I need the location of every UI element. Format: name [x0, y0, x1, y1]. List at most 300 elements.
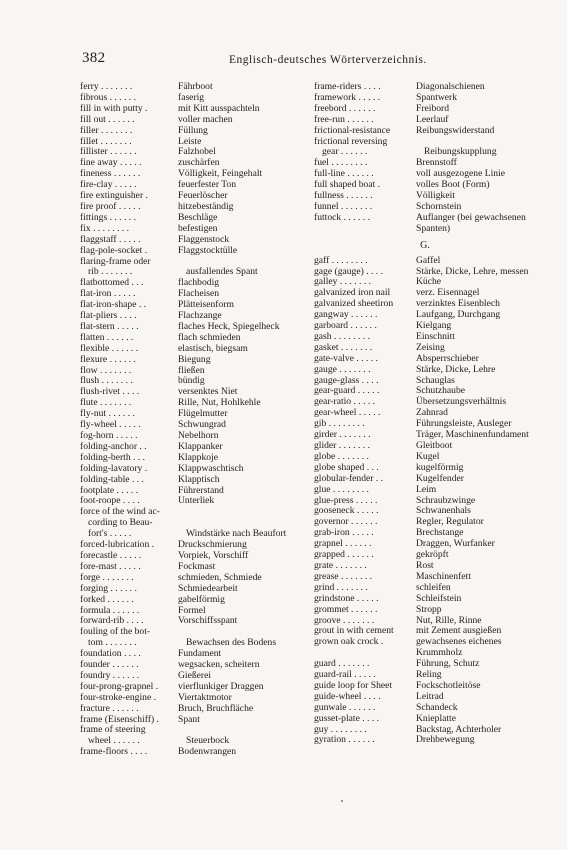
entry-term-text: grapped [314, 550, 345, 561]
entry-term [314, 310, 414, 321]
entry-term-text: gyration [314, 735, 346, 746]
entry-translation: voll ausgezogene Linie [416, 168, 505, 180]
entry-leader-dots: . . . . . . [108, 583, 137, 594]
entry-leader-dots: . . . . [127, 747, 148, 758]
entry-term [80, 224, 176, 235]
dictionary-entry [80, 126, 303, 137]
entry-leader-dots: . . . . . [112, 180, 137, 191]
entry-leader-dots: . . . . . [355, 386, 380, 397]
entry-term [314, 180, 414, 191]
entry-leader-dots: . . [136, 300, 147, 311]
entry-term [80, 366, 176, 377]
entry-term-text: fracture [80, 703, 110, 714]
entry-term-text: galvanized iron nail [314, 288, 391, 299]
entry-term [80, 409, 176, 420]
entry-term-text: grindstone [314, 593, 355, 604]
entry-translation: Gaffel [416, 254, 441, 266]
entry-leader-dots: . . . . . [353, 495, 378, 506]
dictionary-entry [80, 464, 303, 475]
entry-term-text: gaff [314, 255, 330, 266]
entry-term [80, 747, 176, 758]
entry-translation: Absperrschieber [416, 352, 479, 364]
entry-translation: Zeising [416, 341, 445, 353]
entry-leader-dots: . . . [129, 278, 144, 289]
entry-term-text: flat-pliers [80, 311, 118, 322]
entry-term-text: flaring-frame oder [80, 256, 151, 267]
entry-translation: Gleitboot [416, 440, 453, 451]
entry-translation: Zahnrad [416, 407, 448, 419]
entry-leader-dots: . . . . . . . [335, 451, 369, 462]
entry-translation: Schauglas [416, 374, 455, 386]
entry-term-text: full shaped boat [314, 180, 376, 191]
entry-leader-dots: . . . . . . [346, 702, 376, 713]
dictionary-entry [314, 126, 536, 137]
entry-leader-dots: . . . . . . [344, 169, 374, 180]
entry-leader-dots: . . . . . . . [333, 560, 367, 571]
entry-translation: Diagonalschienen [416, 81, 485, 92]
entry-translation: befestigen [178, 222, 218, 234]
entry-translation: Küche [416, 276, 442, 288]
entry-translation: Schwanenhals [416, 505, 471, 517]
entry-leader-dots: . . . . [359, 375, 379, 386]
entry-translation: Träger, Maschinenfundament [416, 429, 529, 441]
entry-term [314, 539, 414, 550]
entry-term [314, 321, 414, 332]
entry-translation: Klappkoje [178, 451, 218, 463]
entry-translation: Leerlauf [416, 113, 449, 125]
entry-term-text: forked [80, 594, 106, 605]
entry-term-text: gusset-plate [314, 713, 360, 724]
entry-translation: bündig [178, 375, 205, 387]
dictionary-entry [314, 714, 536, 725]
entry-term-text: forging [80, 583, 109, 594]
entry-term [314, 299, 414, 310]
entry-term [80, 725, 176, 736]
entry-term [314, 147, 422, 158]
entry-leader-dots: . . . . . [111, 289, 136, 300]
entry-translation: Schandeck [416, 701, 458, 713]
entry-translation: Kugel [416, 450, 440, 462]
entry-term-text: gear-wheel [314, 408, 357, 419]
entry-translation: Auflanger (bei gewachsenen Spanten) [416, 211, 526, 234]
entry-term-text: flatten [80, 332, 105, 343]
entry-translation: versenktes Niet [178, 386, 238, 398]
entry-term [314, 267, 414, 278]
entry-translation: Klappwaschtisch [178, 462, 244, 474]
dictionary-entry [80, 475, 303, 486]
entry-term-text: fibrous [80, 92, 108, 103]
entry-term-text: frame (Eisenschiff) [80, 714, 155, 725]
entry-leader-dots: . . [137, 441, 147, 452]
entry-term-text: wheel [88, 736, 111, 747]
entry-term-text: grommet [314, 604, 349, 615]
entry-term-text: futtock [314, 212, 342, 223]
entry-term [314, 659, 414, 670]
entry-term-text: frictional reversing [314, 136, 388, 147]
entry-translation: Spant [178, 713, 200, 725]
entry-term [80, 682, 176, 693]
entry-term-text: forecastle [80, 550, 118, 561]
entry-translation: hitzebeständig [178, 200, 234, 212]
entry-term [314, 354, 414, 365]
entry-term [314, 332, 414, 343]
entry-translation: flach schmieden [178, 331, 241, 343]
entry-term-text: gash [314, 331, 332, 342]
entry-leader-dots: . . . . . . [107, 92, 136, 103]
entry-term-text: fog-horn [80, 431, 114, 441]
entry-term-text: fine away [80, 158, 118, 169]
entry-term-text: four-stroke-engine [80, 692, 152, 703]
entry-term [80, 267, 184, 278]
entry-term [80, 333, 176, 344]
entry-term [314, 104, 414, 115]
entry-leader-dots: . . . . . . [107, 147, 137, 158]
entry-leader-dots: . . . . . . . . [90, 223, 130, 234]
entry-term [314, 408, 414, 419]
entry-translation: Windstärke nach Beaufort [186, 528, 287, 540]
entry-leader-dots: . . . . . . . [98, 136, 132, 147]
entry-leader-dots: . . . . . . [110, 736, 140, 747]
entry-term [314, 191, 414, 202]
entry-leader-dots: . . . . . . [342, 539, 372, 550]
section-letter-g: G. [420, 239, 430, 251]
entry-translation: Schmiedearbeit [178, 582, 238, 594]
entry-term [314, 528, 414, 539]
entry-translation: Vorschiffsspant [178, 615, 238, 627]
dictionary-entry [80, 616, 303, 627]
entry-term [314, 735, 414, 746]
entry-term-text: filler [80, 125, 99, 136]
entry-term [314, 365, 414, 376]
entry-leader-dots: . . . . . [116, 561, 141, 572]
entry-translation: Füllung [178, 124, 208, 136]
entry-term-text: garboard [314, 321, 349, 332]
entry-term [80, 213, 176, 224]
dictionary-entry [80, 747, 303, 758]
entry-leader-dots: . . . . . . . [336, 441, 370, 451]
entry-translation: Nut, Rille, Rinne [416, 614, 482, 626]
entry-term [314, 605, 414, 616]
entry-leader-dots: . . . . [359, 713, 380, 724]
right-column [314, 82, 536, 746]
entry-leader-dots: . . . . [124, 616, 144, 627]
entry-translation: Schraubzwinge [416, 494, 476, 506]
entry-translation: Kugelfender [416, 472, 464, 484]
entry-leader-dots: . . . . . . . [100, 572, 134, 583]
entry-leader-dots: . . . . . . . [98, 82, 133, 92]
entry-translation: Fundament [178, 648, 222, 660]
entry-translation: Rille, Nut, Hohlkehle [178, 397, 261, 409]
running-head: Englisch-deutsches Wörterverzeichnis. [229, 54, 427, 66]
entry-translation: Brennstoff [416, 157, 457, 169]
entry-translation: Klapptisch [178, 473, 220, 485]
entry-term-text: flag-pole-socket [80, 245, 143, 256]
entry-translation: Biegung [178, 353, 211, 365]
entry-term-text: gasket [314, 342, 339, 353]
entry-translation: gabelförmig [178, 593, 225, 605]
entry-leader-dots: . . . . . . [345, 735, 375, 746]
entry-term [80, 431, 176, 442]
entry-term-text: grate [314, 560, 334, 571]
entry-term-text: formula [80, 605, 111, 616]
entry-translation: Plätteisenform [178, 299, 234, 311]
entry-leader-dots: . . . . [119, 387, 140, 398]
entry-term [314, 463, 414, 474]
dictionary-entry [314, 365, 536, 376]
entry-term-text: cording to Beau- [88, 518, 153, 529]
entry-term [80, 202, 176, 213]
entry-term [80, 595, 176, 606]
entry-term [314, 386, 414, 397]
entry-term-text: glider [314, 441, 337, 451]
entry-term-text: girder [314, 430, 337, 441]
entry-term-text: guard [314, 659, 336, 670]
entry-term-text: founder [80, 660, 110, 671]
dictionary-entry [314, 485, 536, 496]
entry-term [80, 387, 176, 398]
entry-term [314, 670, 414, 681]
entry-term [80, 115, 176, 126]
entry-leader-dots: . . . . . . . [102, 638, 137, 649]
entry-term-text: groove [314, 615, 341, 626]
entry-term [314, 594, 414, 605]
entry-term [314, 692, 414, 703]
entry-term-text: fineness [80, 169, 112, 180]
entry-leader-dots: . . . . . . [109, 343, 139, 354]
entry-term-text: fillet [80, 136, 99, 147]
entry-translation: schleifen [416, 581, 451, 593]
entry-term-text: frame-floors [80, 747, 128, 758]
dictionary-entry [80, 704, 303, 715]
entry-translation: Bruch, Bruchfläche [178, 702, 254, 714]
entry-term-text: fire extinguisher [80, 191, 144, 202]
entry-leader-dots: . [143, 191, 148, 202]
entry-term [80, 671, 176, 682]
entry-term-text: globe [314, 451, 336, 462]
entry-leader-dots: . . . . . . . [97, 398, 132, 409]
entry-term [314, 681, 414, 692]
entry-term-text: folding-anchor [80, 441, 138, 452]
entry-translation: Schleifstein [416, 592, 462, 604]
entry-term-text: fullness [314, 191, 344, 202]
entry-leader-dots: . . . . [363, 266, 383, 277]
entry-leader-dots: . . . . . . . [97, 365, 132, 376]
entry-term [80, 300, 176, 311]
entry-term-text: flute [80, 398, 98, 409]
entry-leader-dots: . . . . . [116, 234, 141, 245]
entry-term-text: tom [88, 638, 103, 649]
entry-term [314, 277, 414, 288]
entry-term-text: gauge-glass [314, 375, 360, 386]
entry-translation: Rost [416, 559, 434, 571]
entry-translation: ausfallendes Spant [186, 266, 258, 278]
entry-translation: fließen [178, 364, 205, 376]
entry-term [314, 725, 414, 736]
entry-translation: Knieplatte [416, 712, 456, 724]
entry-translation: Völligkeit, Feingehalt [178, 168, 263, 180]
entry-term [80, 715, 176, 726]
entry-term-text: flat-iron [80, 289, 112, 300]
entry-translation: Unterliek [178, 495, 215, 507]
entry-term [314, 419, 414, 430]
entry-term [80, 257, 176, 268]
entry-term [80, 693, 176, 704]
entry-term [80, 704, 176, 715]
entry-term-text: frictional-resistance [314, 125, 391, 136]
entry-leader-dots: . . . . . . . . [331, 331, 370, 342]
dictionary-entry [80, 507, 303, 518]
entry-term-text: frame of steering [80, 725, 146, 736]
entry-term [80, 137, 176, 148]
entry-term [80, 344, 176, 355]
entry-term [314, 496, 414, 507]
entry-term-text: folding-berth [80, 452, 131, 463]
entry-translation: Freibord [416, 102, 450, 114]
entry-leader-dots: . . . . . . [338, 147, 368, 158]
entry-translation: Drehbewegung [416, 734, 475, 746]
entry-term [80, 376, 176, 387]
entry-term-text: freebord [314, 103, 347, 114]
entry-leader-dots: . . . [129, 474, 144, 485]
entry-term [80, 355, 176, 366]
dictionary-entry [314, 605, 536, 616]
entry-translation: gekröpft [416, 549, 449, 561]
entry-term [314, 82, 414, 93]
dictionary-entry [80, 584, 303, 595]
entry-leader-dots: . . . . . . [107, 212, 136, 223]
entry-term [80, 496, 176, 507]
entry-term-text: grab-iron [314, 528, 350, 539]
entry-translation: Bewachsen des Bodens [186, 637, 277, 649]
entry-translation: Schwungrad [178, 419, 226, 431]
entry-term-text: funnel [314, 201, 339, 212]
entry-term-text: flat-stern [80, 321, 115, 332]
entry-leader-dots: . [142, 245, 148, 256]
entry-leader-dots: . . . . . . [343, 191, 373, 202]
entry-translation: wegsacken, scheitern [178, 659, 260, 671]
entry-leader-dots: . . . . . . [110, 605, 140, 616]
entry-translation: Maschinenfett [416, 570, 471, 582]
entry-translation: Stärke, Dicke, Lehre, messen [416, 265, 529, 277]
entry-term [314, 583, 414, 594]
entry-leader-dots: . . . . . [117, 550, 142, 561]
dictionary-entry [80, 355, 303, 366]
entry-term [314, 343, 414, 354]
entry-term [314, 626, 414, 637]
entry-term-text: fuel [314, 158, 329, 169]
entry-term [314, 637, 414, 648]
entry-leader-dots: . . . . . . [109, 660, 139, 671]
entry-term-text: foundry [80, 670, 111, 681]
entry-term-text: forward-rib [80, 616, 125, 627]
entry-term [80, 616, 176, 627]
entry-term-text: gear [322, 147, 339, 158]
entry-leader-dots: . [153, 681, 159, 692]
entry-leader-dots: . . . [364, 462, 379, 473]
entry-translation: feuerfester Ton [178, 179, 237, 191]
entry-term [80, 311, 176, 322]
entry-translation: Völligkeit [416, 190, 455, 202]
entry-term-text: fly-wheel [80, 420, 117, 431]
entry-translation: Fockschotleitöse [416, 679, 481, 691]
entry-term-text: guide-wheel [314, 691, 362, 702]
entry-translation: Klappanker [178, 440, 223, 452]
entry-translation: Reibungskupplung [424, 146, 497, 158]
entry-leader-dots: . . . . . . . [336, 430, 371, 441]
entry-leader-dots: . . . . . . [348, 517, 378, 528]
entry-leader-dots: . [142, 103, 148, 114]
entry-leader-dots: . [149, 540, 155, 551]
entry-term-text: flush-rivet [80, 387, 120, 398]
entry-term [80, 453, 176, 464]
entry-translation: Kielgang [416, 320, 452, 332]
entry-leader-dots: . . . . . . [104, 332, 134, 343]
entry-term [80, 475, 176, 486]
entry-leader-dots: . . . [130, 452, 146, 463]
entry-translation: gewachsenes eichenes Krummholz [416, 636, 502, 659]
entry-term [314, 288, 414, 299]
entry-term [80, 529, 184, 540]
entry-translation: Leiste [178, 135, 202, 147]
entry-leader-dots: . . . . . [356, 92, 381, 103]
entry-term-text: flatbottomed [80, 278, 130, 289]
entry-term-text: gunwale [314, 702, 347, 713]
entry-term [80, 507, 176, 518]
entry-leader-dots: . . . . . . . [98, 125, 133, 136]
entry-term-text: gib [314, 419, 327, 430]
entry-term-text: guard-rail [314, 670, 352, 681]
entry-term-text: guide loop for Sheet [314, 680, 393, 691]
entry-translation: faserig [178, 91, 205, 103]
entry-term-text: free-run [314, 114, 345, 125]
entry-term-text: gear-ratio [314, 397, 352, 408]
entry-translation: Flügelmutter [178, 408, 228, 420]
entry-term [80, 180, 176, 191]
entry-leader-dots: . . . . . . [109, 703, 139, 714]
entry-term-text: fill out [80, 114, 106, 125]
entry-term [314, 202, 414, 213]
entry-term-text: fort's [88, 529, 108, 540]
entry-leader-dots: . . . . . . . [99, 376, 133, 387]
entry-term-text: grout in with cement [314, 626, 394, 637]
entry-leader-dots: . . . . . [353, 353, 378, 364]
entry-leader-dots: . . . . . [351, 397, 376, 408]
entry-leader-dots: . . . . . . [107, 354, 136, 365]
entry-leader-dots: . . . . [361, 82, 381, 92]
entry-translation: Feuerlöscher [178, 190, 228, 202]
entry-translation: Spantwerk [416, 91, 458, 103]
entry-term-text: framework [314, 92, 357, 103]
entry-term [314, 126, 414, 137]
entry-term-text: folding-table [80, 474, 130, 485]
entry-term-text: gear-guard [314, 386, 356, 397]
entry-term-text: folding-lavatory [80, 463, 143, 474]
entry-leader-dots: . . . . [361, 691, 381, 702]
entry-term [314, 561, 414, 572]
entry-term-text: flexure [80, 354, 108, 365]
entry-leader-dots: . . . . . . [106, 409, 135, 420]
entry-translation: Reling [416, 669, 442, 681]
entry-translation: Leitrad [416, 690, 444, 702]
entry-term-text: galvanized sheetiron [314, 299, 394, 310]
entry-leader-dots: . . . . . . . . [329, 255, 368, 266]
entry-leader-dots: . . . . . . . [337, 277, 372, 288]
entry-term-text: gate-valve [314, 353, 354, 364]
entry-leader-dots: . . . . . [116, 420, 141, 431]
entry-translation: Stärke, Dicke, Lehre [416, 363, 496, 375]
entry-term [314, 714, 414, 725]
entry-term-text: grapnel [314, 539, 343, 550]
